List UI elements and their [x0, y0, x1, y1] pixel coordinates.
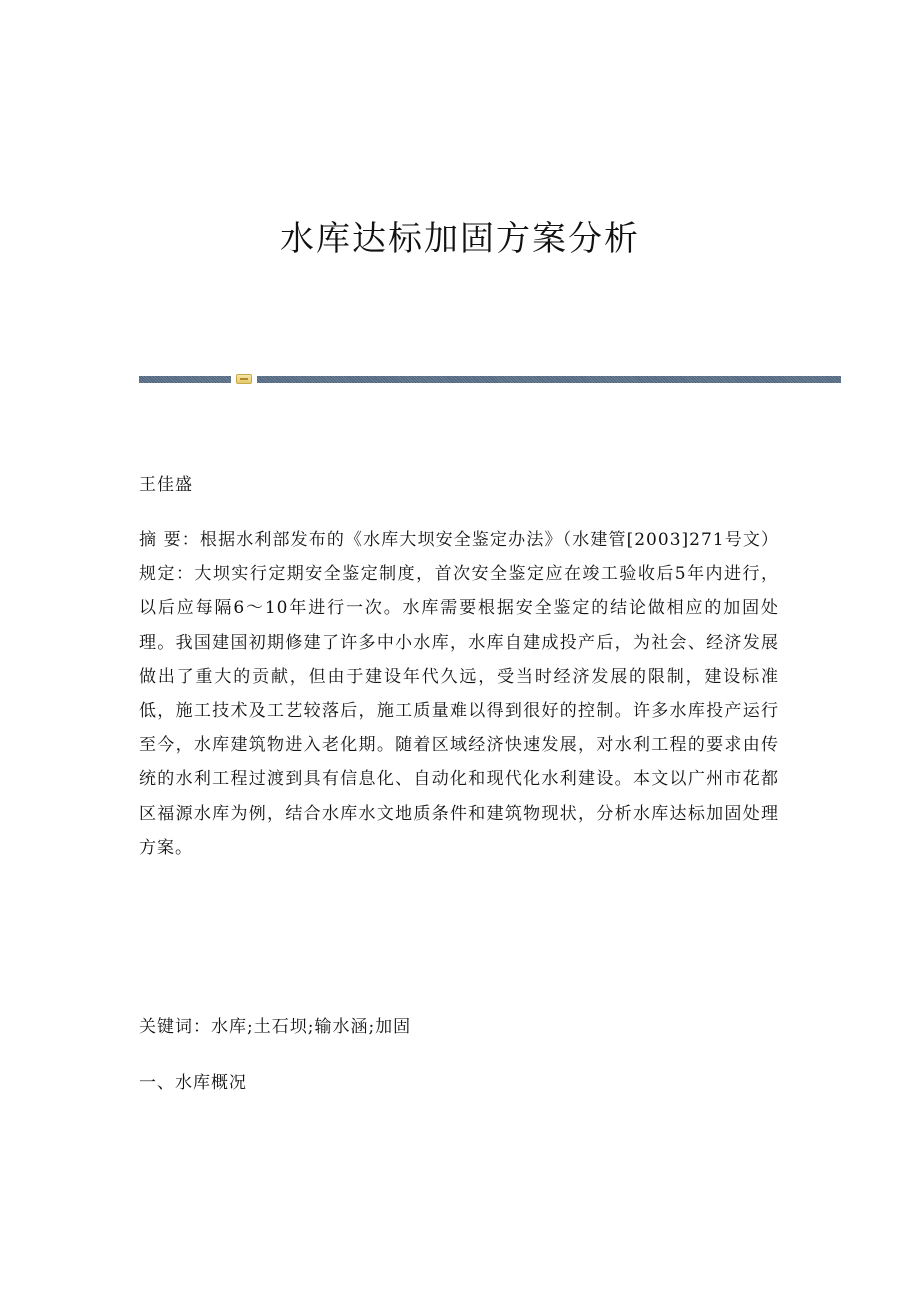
- document-title: 水库达标加固方案分析: [280, 219, 640, 259]
- divider-ornament-icon: [236, 374, 252, 384]
- keywords-line: 关键词：水库;土石坝;输水涵;加固: [139, 1017, 412, 1037]
- divider-bar-left: [139, 376, 231, 383]
- section-heading: 一、水库概况: [139, 1073, 247, 1093]
- divider-bar-right: [257, 376, 841, 383]
- abstract-paragraph: 摘 要：根据水利部发布的《水库大坝安全鉴定办法》（水建管[2003]271号文）规定：大坝实行定期安全鉴定制度，首次安全鉴定应在竣工验收后5年内进行，以后应每隔6～10年进行一次。水库需要根据安全鉴定的结论做相应的加固处理。我国建国初期修建了许多中小水库，水库自建成投产后，为社会、经济发展做出了重大的贡献，但由于建设年代久远，受当时经济发展的限制，建设标准低，施工技术及工艺较落后，施工质量难以得到很好的控制。许多水库投产运行至今，水库建筑物进入老化期。随着区域经济快速发展，对水利工程的要求由传统的水利工程过渡到具有信息化、自动化和现代化水利建设。本文以广州市花都区福源水库为例，结合水库水文地质条件和建筑物现状，分析水库达标加固处理方案。: [139, 530, 779, 858]
- title-divider: [139, 374, 841, 384]
- author-name: 王佳盛: [139, 475, 193, 495]
